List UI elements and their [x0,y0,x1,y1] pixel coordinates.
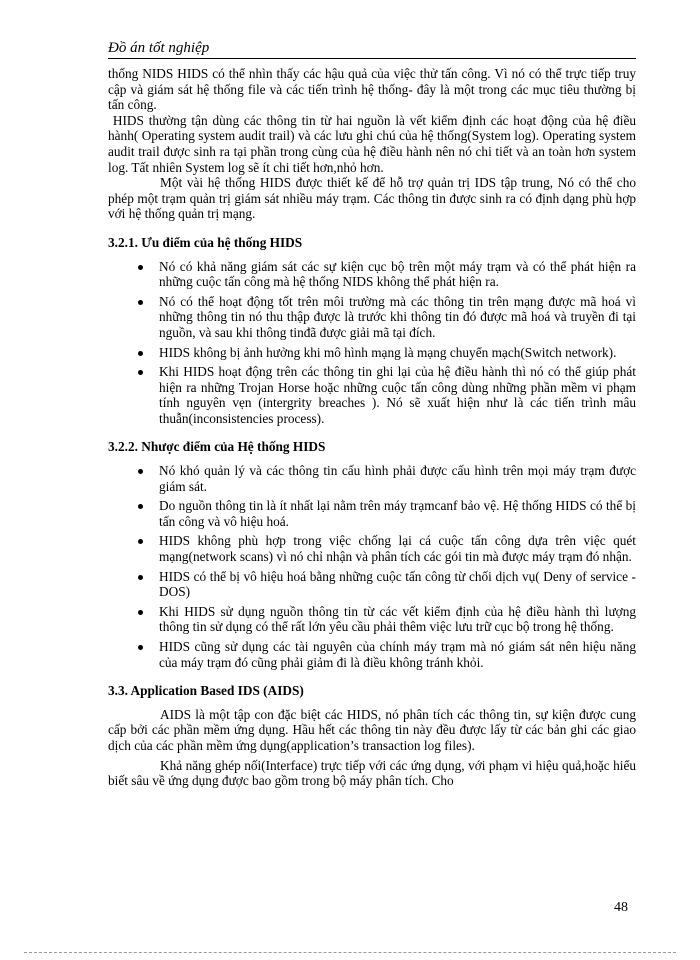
bullet-icon [138,575,143,580]
list-item-text: HIDS không phù hợp trong việc chống lại cá cuộc tấn công dựa trên việc quét mạng(network scans) vì nó chỉ nhận và phân tích các gói tin mà được máy trạm đó nhận. [159,533,636,565]
intro-paragraph-2: HIDS thường tận dùng các thông tin từ hai nguồn là vết kiểm định các hoạt động của hệ điều hành( Operating system audit trail) và các lưu ghi chú của hệ thống(System log). Operating system audit trail được sinh ra tại phần trong cùng của hệ điều hành nên nó chi tiết và an toàn hơn system log. Tất nhiên System log sẽ ít chi tiết hơn,nhỏ hơn. [108,112,640,175]
page-header-title: Đồ án tốt nghiệp [108,40,210,56]
aids-paragraph-2: Khả năng ghép nối(Interface) trực tiếp với các ứng dụng, với phạm vi hiệu quả,hoặc hiểu biết sâu về ứng dụng được bao gồm trong bộ máy phân tích. Cho [108,757,636,789]
page-number: 48 [614,900,628,915]
section-heading-3-2-2: 3.2.2. Nhược điểm của Hệ thống HIDS [108,439,326,455]
list-item [108,463,636,494]
list-item [108,259,636,290]
list-item [108,364,636,426]
list-item [108,533,636,564]
list-item-text: Nó có thể hoạt động tốt trên môi trường mà các thông tin trên mạng được mã hoá vì những thông tin nó thu thập được là trước khi thông tin đó được mã hoá và truyền đi tại nguồn, và sau khi thông tinđã được giải mã tại đích. [159,293,636,340]
list-item [108,569,636,600]
bullet-icon [138,539,143,544]
advantages-list [108,259,636,427]
bullet-icon [138,504,143,509]
list-item-text: Khi HIDS sử dụng nguồn thông tin từ các vết kiểm định của hệ điều hành thì lượng thông tin sử dụng có thể rất lớn yêu cầu phải thêm việc lưu trữ cục bộ trong hệ thống. [159,603,636,635]
page-body [108,66,640,789]
list-item-text: Nó khó quản lý và các thông tin cấu hình phải được cấu hình trên mọi máy trạm được giám sát. [159,463,636,494]
list-item-text: HIDS có thể bị vô hiệu hoá bằng những cuộc tấn công từ chối dịch vụ( Deny of service -DOS) [159,568,636,600]
section-heading-3-3: 3.3. Application Based IDS (AIDS) [108,683,304,699]
bullet-icon [138,300,143,305]
list-item-text: Khi HIDS hoạt động trên các thông tin ghi lại của hệ điều hành thì nó có thể giúp phát hiện ra những Trojan Horse hoặc những cuộc tấn công dùng những phần mềm vi phạm tính nguyên vẹn (intergrity breaches ). Nó sẽ xuất hiện như là các tiến trình mâu thuẫn(inconsistencies process). [159,364,636,426]
header-divider [108,58,636,59]
bullet-icon [138,265,143,270]
list-item-text: HIDS không bị ảnh hưởng khi mô hình mạng là mạng chuyển mạch(Switch network). [159,344,617,360]
list-item [108,639,636,670]
bullet-icon [138,610,143,615]
list-item-text: Nó có khả năng giám sát các sự kiện cục bộ trên một máy trạm và có thể phát hiện ra những cuộc tấn công mà hệ thống NIDS không thể phát hiện ra. [159,258,636,290]
section-heading-3-2-1: 3.2.1. Ưu điểm của hệ thống HIDS [108,234,303,250]
list-item-text: HIDS cũng sử dụng các tài nguyên của chính máy trạm mà nó giám sát nên hiệu năng của máy trạm đó cũng phải giảm đi là điều không tránh khỏi. [159,639,636,670]
bullet-icon [138,370,143,375]
list-item [108,294,636,341]
intro-paragraph-3: Một vài hệ thống HIDS được thiết kế để hỗ trợ quản trị IDS tập trung, Nó có thể cho phép một trạm quản trị giám sát nhiều máy trạm. Các thông tin được sinh ra có định dạng phù hợp với hệ thống quản trị mạng. [108,175,636,222]
bullet-icon [138,469,143,474]
page-break-divider [24,952,676,953]
list-item [108,345,636,361]
bullet-icon [138,351,143,356]
list-item-text: Do nguồn thông tin là ít nhất lại nằm trên máy trạmcanf bảo vệ. Hệ thống HIDS có thể bị tấn công và vô hiệu hoá. [159,498,636,529]
list-item [108,604,636,635]
aids-paragraph-1: AIDS là một tập con đặc biệt các HIDS, nó phân tích các thông tin, sự kiện được cung cấp bởi các phần mềm ứng dụng. Hầu hết các thông tin này đều được lấy từ các bản ghi các giao dịch của các phần mềm ứng dụng(application’s transaction log files). [108,706,636,753]
disadvantages-list [108,463,636,670]
list-item [108,498,636,529]
intro-paragraph-1: thống NIDS HIDS có thể nhìn thấy các hậu quả của việc thử tấn công. Vì nó có thể trực tiếp truy cập và giám sát hệ thống file và các tiến trình hệ thống- đây là một trong các mục tiêu thường bị tấn công. [108,66,636,113]
bullet-icon [138,645,143,650]
